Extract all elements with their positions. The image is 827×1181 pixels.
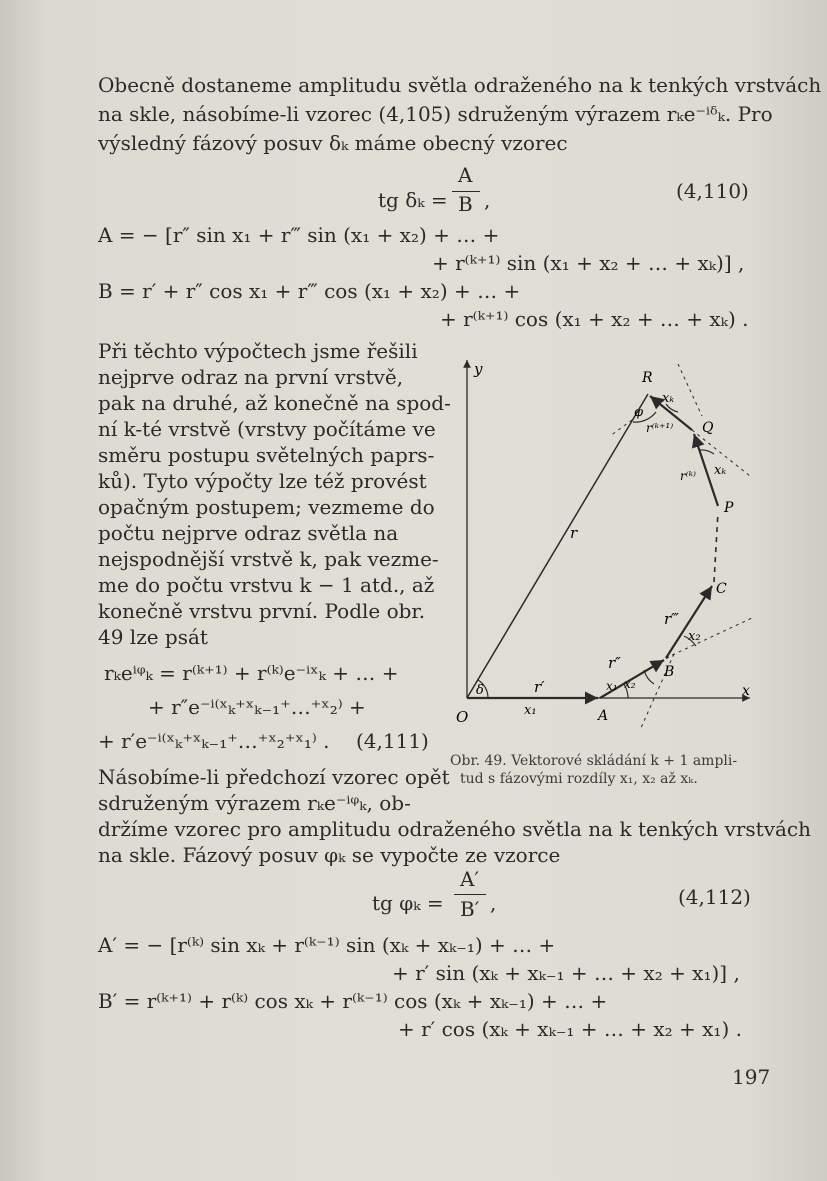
label-delta: δ	[476, 683, 484, 698]
figure-caption: Obr. 49. Vektorové skládání k + 1 ampli-	[450, 753, 738, 769]
text-line: konečně vrstvu první. Podle obr.	[98, 599, 426, 623]
label-r-k: r⁽ᵏ⁾	[680, 469, 697, 483]
fraction-bar	[454, 894, 486, 895]
figure-caption: tud s fázovými rozdíly x₁, x₂ až xₖ.	[460, 771, 698, 787]
equation-line: + r⁽ᵏ⁺¹⁾ sin (x₁ + x₂ + … + xₖ)] ,	[432, 251, 745, 275]
label-x2: x₂	[624, 677, 636, 691]
fraction-numerator: A′	[460, 867, 479, 891]
label-r-prime: r′	[534, 678, 545, 696]
xk-arc	[700, 450, 714, 454]
text-line: me do počtu vrstvu k − 1 atd., až	[98, 573, 435, 597]
label-y: y	[474, 360, 483, 378]
equation-line: B′ = r⁽ᵏ⁺¹⁾ + r⁽ᵏ⁾ cos xₖ + r⁽ᵏ⁻¹⁾ cos (xₖ + xₖ₋₁) + … +	[98, 989, 608, 1013]
label-r-double-prime: r″	[608, 654, 621, 672]
label-xk: xₖ	[714, 463, 727, 478]
page-number: 197	[732, 1065, 771, 1089]
text-line: Obecně dostaneme amplitudu světla odraženého na k tenkých vrstvách	[98, 73, 822, 97]
label-Q: Q	[702, 420, 714, 436]
fraction-numerator: A	[458, 163, 473, 187]
equation-line: B = r′ + r″ cos x₁ + r‴ cos (x₁ + x₂) + … +	[98, 279, 521, 303]
equation-lhs: tg δₖ =	[378, 188, 448, 212]
equation-line: + r″e⁻ⁱ⁽ˣₖ⁺ˣₖ₋₁⁺…⁺ˣ₂⁾ +	[148, 695, 366, 719]
equation-line: + r′ cos (xₖ + xₖ₋₁ + … + x₂ + x₁) .	[398, 1017, 742, 1041]
label-x1-bottom: x₁	[524, 703, 537, 718]
label-x: x	[742, 683, 750, 699]
fraction-denominator: B′	[460, 897, 480, 921]
equation-line: A′ = − [r⁽ᵏ⁾ sin xₖ + r⁽ᵏ⁻¹⁾ sin (xₖ + xₖ₋₁) + … +	[98, 933, 556, 957]
text-line: ní k-té vrstvě (vrstvy počítáme ve	[98, 417, 436, 441]
text-line: nejprve odraz na první vrstvě,	[98, 365, 404, 389]
equation-line: + r⁽ᵏ⁺¹⁾ cos (x₁ + x₂ + … + xₖ) .	[440, 307, 749, 331]
label-r: r	[570, 524, 578, 542]
label-C: C	[716, 581, 727, 597]
text-line: na skle. Fázový posuv φₖ se vypočte ze vzorce	[98, 843, 561, 867]
label-x2-upper: x₂	[688, 629, 701, 644]
resultant-vector	[467, 394, 648, 698]
label-B: B	[664, 664, 675, 680]
equation-line: rₖeⁱᵠₖ = r⁽ᵏ⁺¹⁾ + r⁽ᵏ⁾e⁻ⁱˣₖ + … +	[104, 661, 399, 685]
equation-label: (4,110)	[676, 179, 749, 203]
vector-diagram	[456, 350, 790, 745]
equation-label: (4,111)	[356, 729, 429, 753]
text-line: ků). Tyto výpočty lze též provést	[98, 469, 427, 493]
equation-line: + r′ sin (xₖ + xₖ₋₁ + … + x₂ + x₁)] ,	[392, 961, 740, 985]
extension-line	[610, 420, 632, 436]
text-line: opačným postupem; vezmeme do	[98, 495, 435, 519]
label-x1: x₁	[606, 679, 618, 693]
label-xk-top: xₖ	[662, 391, 675, 406]
label-phi: φ	[634, 405, 644, 420]
label-r-k-plus-1: r⁽ᵏ⁺¹⁾	[646, 421, 674, 435]
label-A: A	[598, 708, 609, 724]
equation-lhs: tg φₖ =	[372, 891, 444, 915]
text-line: Při těchto výpočtech jsme řešili	[98, 339, 418, 363]
fraction-denominator: B	[458, 192, 473, 216]
label-O: O	[456, 708, 469, 726]
extension-line	[678, 364, 702, 416]
text-line: sdruženým výrazem rₖe⁻ⁱᵠₖ, ob-	[98, 791, 411, 815]
text-line: Násobíme-li předchozí vzorec opět	[98, 765, 450, 789]
text-line: 49 lze psát	[98, 625, 208, 649]
label-R: R	[642, 370, 653, 386]
equation-comma: ,	[484, 188, 491, 212]
text-line: pak na druhé, až konečně na spod-	[98, 391, 451, 415]
label-r-triple-prime: r‴	[664, 610, 679, 628]
text-line: nejspodnější vrstvě k, pak vezme-	[98, 547, 439, 571]
text-line: počtu nejprve odraz světla na	[98, 521, 399, 545]
text-line: směru postupu světelných paprs-	[98, 443, 435, 467]
text-line: výsledný fázový posuv δₖ máme obecný vzorec	[98, 131, 568, 155]
label-P: P	[724, 500, 734, 516]
equation-line: A = − [r″ sin x₁ + r‴ sin (x₁ + x₂) + … +	[98, 223, 500, 247]
equation-comma: ,	[490, 891, 497, 915]
equation-label: (4,112)	[678, 885, 751, 909]
text-line: na skle, násobíme-li vzorec (4,105) sdruženým výrazem rₖe⁻ⁱᵟₖ. Pro	[98, 102, 773, 126]
dashed-segment	[714, 512, 718, 582]
text-line: držíme vzorec pro amplitudu odraženého světla na k tenkých vrstvách	[98, 817, 812, 841]
equation-line: + r′e⁻ⁱ⁽ˣₖ⁺ˣₖ₋₁⁺…⁺ˣ₂⁺ˣ₁⁾ .	[98, 729, 330, 753]
